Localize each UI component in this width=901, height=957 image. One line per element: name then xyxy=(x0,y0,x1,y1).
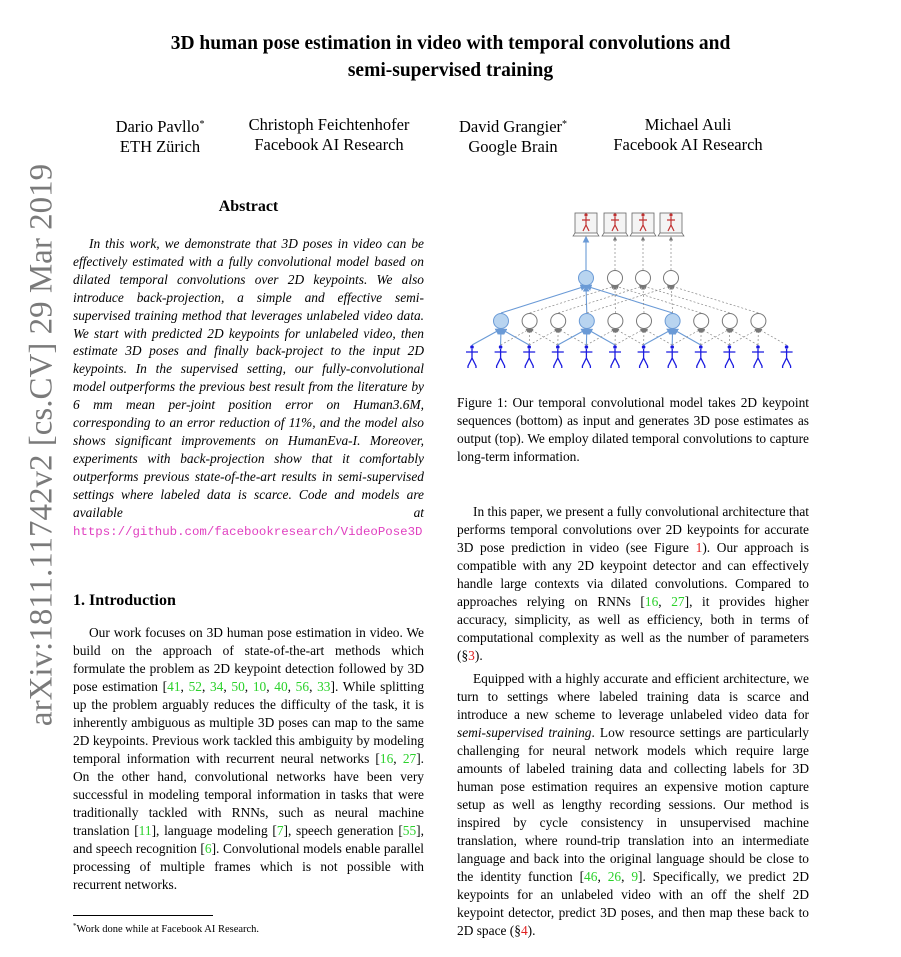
hidden-layer-node xyxy=(579,314,594,329)
author-name: Michael Auli xyxy=(644,115,732,134)
hidden-layer-node xyxy=(608,314,623,329)
pose-2d-keypoints-input xyxy=(752,349,764,368)
pose-2d-head xyxy=(670,345,674,349)
pose-2d-head xyxy=(585,345,589,349)
abstract-heading: Abstract xyxy=(218,198,279,215)
footnote-mark: * xyxy=(73,922,77,930)
figure-1-caption: Figure 1: Our temporal convolutional model takes 2D keypoint sequences (bottom) as input and generates 3D pose estimates as output (top). We employ dilated temporal convolutions to capture long-term information. xyxy=(457,395,809,464)
text-run: , xyxy=(621,869,632,884)
text-run: ). Our approach is compatible with any 2D keypoint detector and can effectively handle large contexts via dilated convolutions. Compared to approaches relying on RNNs [ xyxy=(457,540,809,609)
pose-2d-keypoints-input xyxy=(609,349,621,368)
dilated-conv-edge xyxy=(643,286,730,313)
pose-3d-head xyxy=(641,213,644,216)
hidden-layer-node xyxy=(637,314,652,329)
pose-2d-keypoints-input xyxy=(666,349,678,368)
arxiv-identifier: arXiv:1811.11742v2 [cs.CV] 29 Mar 2019 xyxy=(23,163,60,727)
pose-2d-keypoints-input xyxy=(466,349,478,368)
citation-link[interactable]: 50 xyxy=(231,679,245,694)
text-run: Equipped with a highly accurate and efficient architecture, we turn to settings where labeled training data is scarce and introduce a new scheme to leverage unlabeled video data for xyxy=(457,671,809,722)
citation-link[interactable]: 16 xyxy=(644,594,659,609)
text-run: ]. Specifically, we predict 2D keypoints for an unlabeled video with an off the shelf 2D keypoint detector, predict 3D poses, and then map these back to 2D space (§ xyxy=(457,869,809,938)
top-layer-node xyxy=(636,271,651,286)
citation-link[interactable]: 7 xyxy=(276,823,284,838)
footnote xyxy=(73,920,259,936)
text-run: , xyxy=(180,679,189,694)
pose-2d-keypoints-input xyxy=(781,349,793,368)
text-run: , xyxy=(393,751,403,766)
author-affiliation: Facebook AI Research xyxy=(254,135,404,154)
citation-link[interactable]: 46 xyxy=(584,869,598,884)
pose-2d-head xyxy=(642,345,646,349)
title-line-2: semi-supervised training xyxy=(347,60,554,81)
citation-link[interactable]: 56 xyxy=(295,679,310,694)
cross-reference-link[interactable]: 1 xyxy=(695,540,703,555)
author-name: Dario Pavllo xyxy=(115,117,200,136)
pose-2d-keypoints-input xyxy=(552,349,564,368)
abstract-body xyxy=(73,235,424,541)
citation-link[interactable]: 34 xyxy=(209,679,224,694)
conv-edge xyxy=(472,329,501,345)
text-run: In this paper, we present a fully convolutional architecture that performs temporal convolutions over 2D keypoints for accurate 3D pose prediction in video (see Figure xyxy=(457,504,809,555)
emphasis-text: semi-supervised training xyxy=(457,725,592,740)
hidden-layer-node xyxy=(665,314,680,329)
text-run: , xyxy=(201,679,210,694)
pose-2d-head xyxy=(699,345,703,349)
pose-2d-keypoints-input xyxy=(580,349,592,368)
pose-2d-keypoints-input xyxy=(695,349,707,368)
footnote-text: Work done while at Facebook AI Research. xyxy=(76,924,260,935)
text-run: , xyxy=(266,679,275,694)
author-affiliation: Facebook AI Research xyxy=(613,135,763,154)
title-line-1: 3D human pose estimation in video with temporal convolutions and xyxy=(170,33,731,54)
pose-3d-output-floor xyxy=(602,233,628,236)
citation-link[interactable]: 27 xyxy=(402,751,417,766)
citation-link[interactable]: 52 xyxy=(188,679,202,694)
citation-link[interactable]: 26 xyxy=(607,869,622,884)
citation-link[interactable]: 55 xyxy=(402,823,417,838)
section-heading-introduction: 1. Introduction xyxy=(73,592,176,609)
pose-3d-output-floor xyxy=(630,233,656,236)
arxiv-sidebar xyxy=(22,163,62,727)
conv-edge xyxy=(758,329,786,345)
pose-3d-head xyxy=(613,213,616,216)
right-paragraph-2 xyxy=(457,670,809,940)
pose-2d-keypoints-input xyxy=(495,349,507,368)
pose-2d-head xyxy=(613,345,617,349)
pose-3d-head xyxy=(669,213,672,216)
text-run: ). xyxy=(527,923,536,938)
text-run: , xyxy=(658,594,672,609)
top-layer-node xyxy=(608,271,623,286)
citation-link[interactable]: 16 xyxy=(379,751,394,766)
hidden-layer-node xyxy=(494,314,509,329)
dilated-conv-edge xyxy=(671,286,673,313)
text-run: ). xyxy=(474,648,483,663)
author-3 xyxy=(454,115,572,157)
introduction-body xyxy=(73,624,424,894)
pose-2d-head xyxy=(499,345,503,349)
right-column-body xyxy=(457,503,809,940)
author-mark: * xyxy=(199,119,205,130)
text-run: ], speech generation [ xyxy=(283,823,403,838)
pose-2d-head xyxy=(756,345,760,349)
hidden-layer-node xyxy=(522,314,537,329)
pose-3d-output-floor xyxy=(658,233,684,236)
figure-1-temporal-conv-diagram xyxy=(455,205,809,385)
hidden-layer-node xyxy=(751,314,766,329)
cross-reference-link[interactable]: 3 xyxy=(468,648,475,663)
text-run: ], language modeling [ xyxy=(151,823,277,838)
hidden-layer-node xyxy=(722,314,737,329)
text-run: ], it provides higher accuracy, simplicity, as well as efficiency, both in terms of computational complexity as well as the number of parameters (§ xyxy=(457,594,809,663)
hidden-layer-node xyxy=(694,314,709,329)
author-affiliation: ETH Zürich xyxy=(119,137,201,156)
pose-2d-head xyxy=(470,345,474,349)
text-run: ]. While splitting up the problem arguably reduces the difficulty of the task, it is inherently ambiguous as multiple 3D poses can map to the same 2D keypoints. Previous work tackled this ambiguity by modeling temporal information with recurrent neural networks [ xyxy=(73,679,425,766)
footnote-rule xyxy=(73,915,213,916)
citation-link[interactable]: 11 xyxy=(138,823,152,838)
dilated-conv-edge xyxy=(671,286,758,313)
pose-2d-keypoints-input xyxy=(723,349,735,368)
citation-link[interactable]: 40 xyxy=(274,679,288,694)
author-name: David Grangier xyxy=(458,117,563,136)
citation-link[interactable]: 41 xyxy=(167,679,181,694)
abstract-text: In this work, we demonstrate that 3D poses in video can be effectively estimated with a fully convolutional model based on dilated temporal convolutions over 2D keypoints. We also introduce back-projection, a simple and effective semi-supervised training method that leverages unlabeled video data. We start with predicted 2D keypoints for unlabeled video, then estimate 3D poses and finally back-project to the input 2D keypoints. In the supervised setting, our fully-convolutional model outperforms the previous best result from the literature by 6 mm mean per-joint position error on Human3.6M, corresponding to an error reduction of 11%, and the model also shows significant improvements on HumanEva-I. Moreover, experiments with back-projection show that it comfortably outperforms previous state-of-the-art results in semi-supervised settings where labeled data is scarce. Code and models are available at xyxy=(73,236,424,520)
author-4 xyxy=(606,115,770,155)
text-run: ]. On the other hand, convolutional networks have been very successful in modeling temporal information in tasks that were traditionally tackled with RNNs, such as neural machine translation [ xyxy=(73,751,425,838)
dilated-conv-edge xyxy=(586,286,587,313)
text-run: Our work focuses on 3D human pose estimation in video. We build on the approach of state-of-the-art methods which formulate the problem as 2D keypoint detection followed by 3D pose estimation [ xyxy=(73,625,424,694)
text-run: , xyxy=(287,679,296,694)
right-paragraph-1 xyxy=(457,503,809,665)
citation-link[interactable]: 33 xyxy=(317,679,331,694)
author-affiliation: Google Brain xyxy=(468,137,558,156)
citation-link[interactable]: 10 xyxy=(252,679,267,694)
cross-reference-link[interactable]: 4 xyxy=(520,923,528,938)
pose-2d-head xyxy=(728,345,732,349)
paper-title xyxy=(0,30,901,84)
text-run: , xyxy=(223,679,232,694)
hidden-layer-node xyxy=(551,314,566,329)
pose-3d-output-floor xyxy=(573,233,599,236)
citation-link[interactable]: 27 xyxy=(671,594,685,609)
citation-link[interactable]: 9 xyxy=(631,869,639,884)
code-url-link[interactable]: https://github.com/facebookresearch/VideoPose3D xyxy=(73,524,423,539)
author-1 xyxy=(110,115,210,157)
top-layer-node xyxy=(664,271,679,286)
author-mark: * xyxy=(562,119,568,130)
text-run: , xyxy=(597,869,608,884)
dilated-conv-edge xyxy=(643,286,644,313)
citation-link[interactable]: 6 xyxy=(204,841,212,856)
author-name: Christoph Feichtenhofer xyxy=(248,115,410,134)
intro-paragraph xyxy=(73,624,424,894)
pose-2d-head xyxy=(785,345,789,349)
pose-2d-keypoints-input xyxy=(523,349,535,368)
top-layer-node xyxy=(579,271,594,286)
text-run: ]. Convolutional models enable parallel processing of multiple frames which is not possible with recurrent networks. xyxy=(73,841,424,892)
pose-2d-head xyxy=(527,345,531,349)
text-run: ], and speech recognition [ xyxy=(73,823,424,856)
author-2 xyxy=(240,115,418,155)
text-run: , xyxy=(309,679,318,694)
pose-2d-head xyxy=(556,345,560,349)
pose-3d-head xyxy=(584,213,587,216)
text-run: , xyxy=(244,679,253,694)
text-run: . Low resource settings are particularly challenging for neural network models which require large amounts of labeled training data and collecting labels for 3D human pose estimation requires an expensive motion capture setup as well as lengthy recording sessions. Our method is inspired by cycle consistency in unsupervised machine translation, where round-trip translation into an intermediate language and back into the original language should be close to the identity function [ xyxy=(457,725,809,884)
pose-2d-keypoints-input xyxy=(638,349,650,368)
